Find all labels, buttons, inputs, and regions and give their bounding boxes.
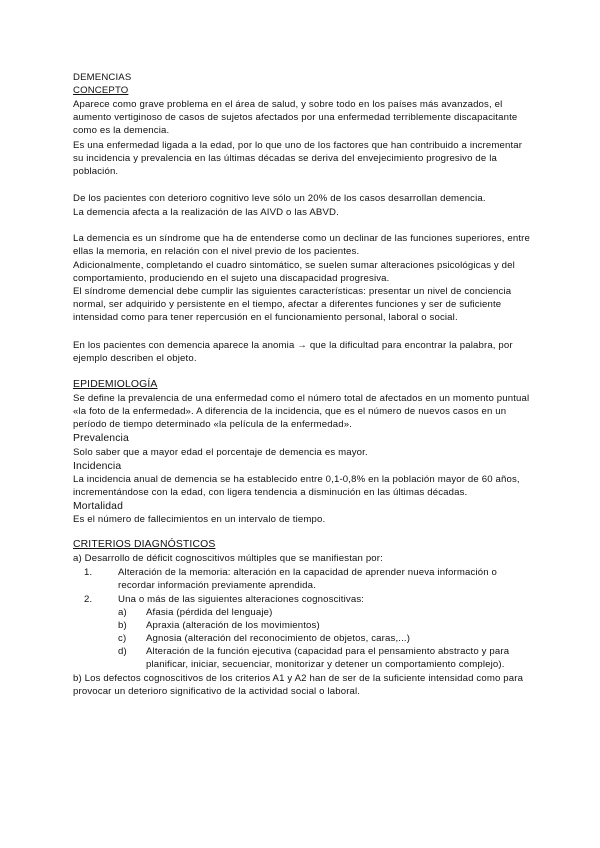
prevalencia-label: Prevalencia (73, 433, 129, 444)
list-number: 2. (84, 594, 93, 605)
sublist-item (118, 645, 533, 671)
heading-criterios: CRITERIOS DIAGNÓSTICOS (73, 539, 216, 550)
sublist-item (118, 632, 533, 645)
concepto-paragraph-6: Adicionalmente, completando el cuadro sintomático, se suelen sumar alteraciones psicológicas y del comportamiento, produciendo en el sujeto una discapacidad progresiva. (73, 260, 515, 284)
concepto-paragraph-3: De los pacientes con deterioro cognitivo leve sólo un 20% de los casos desarrollan demencia. (73, 193, 486, 204)
heading-epidemiologia: EPIDEMIOLOGÍA (73, 379, 158, 390)
sublist-text: Apraxia (alteración de los movimientos) (146, 620, 320, 631)
list-item (73, 566, 533, 592)
mortalidad-label: Mortalidad (73, 501, 124, 512)
list-number: 1. (84, 567, 93, 578)
sublist-letter: a) (118, 607, 127, 618)
concepto-paragraph-1: Aparece como grave problema en el área de salud, y sobre todo en los países más avanzados, el aumento vertiginoso de casos de sujetos afectados por una enfermedad terriblemente discapacitante como es la demencia. (73, 99, 518, 136)
list-item (73, 593, 533, 606)
sublist-text: Afasia (pérdida del lenguaje) (146, 607, 273, 618)
document-title: DEMENCIAS (73, 72, 132, 83)
heading-concepto: CONCEPTO (73, 85, 129, 96)
criterios-list (73, 566, 533, 671)
concepto-paragraph-4: La demencia afecta a la realización de las AIVD o las ABVD. (73, 207, 339, 218)
sublist-text: Agnosia (alteración del reconocimiento de objetos, caras,...) (146, 633, 411, 644)
sublist-letter: d) (118, 646, 127, 657)
sublist-letter: c) (118, 633, 127, 644)
concepto-paragraph-2: Es una enfermedad ligada a la edad, por lo que uno de los factores que han contribuido a incrementar su incidencia y prevalencia en las últimas décadas se deriva del envejecimiento progresivo de la población. (73, 140, 523, 177)
sublist-letter: b) (118, 620, 127, 631)
concepto-paragraph-7: El síndrome demencial debe cumplir las siguientes características: presentar un nivel de conciencia normal, ser adquirido y persistente en el tiempo, afectar a diferentes funciones y ser de suficiente intensidad como para tener repercusión en el funcionamiento personal, laboral o social. (73, 286, 512, 323)
incidencia-label: Incidencia (73, 461, 122, 472)
epidemiologia-paragraph-1: Se define la prevalencia de una enfermedad como el número total de afectados en un momento puntual «la foto de la enfermedad». A diferencia de la incidencia, que es el número de nuevos casos en un período de tiempo determinado «la película de la enfermedad». (73, 393, 530, 430)
criterios-intro: a) Desarrollo de déficit cognoscitivos múltiples que se manifiestan por: (73, 553, 383, 564)
prevalencia-text: Solo saber que a mayor edad el porcentaje de demencia es mayor. (73, 447, 368, 458)
sublist-item (118, 606, 533, 619)
concepto-paragraph-8: En los pacientes con demencia aparece la anomia → que la dificultad para encontrar la palabra, por ejemplo describen el objeto. (73, 340, 513, 364)
list-text: Una o más de las siguientes alteraciones cognoscitivas: (118, 594, 365, 605)
criterios-b-text: b) Los defectos cognoscitivos de los criterios A1 y A2 han de ser de la suficiente intensidad como para provocar un deterioro significativo de la actividad social o laboral. (73, 673, 524, 697)
mortalidad-text: Es el número de fallecimientos en un intervalo de tiempo. (73, 514, 326, 525)
list-text: Alteración de la memoria: alteración en la capacidad de aprender nueva información o recordar información previamente aprendida. (118, 567, 497, 591)
incidencia-text: La incidencia anual de demencia se ha establecido entre 0,1-0,8% en la población mayor de 60 años, incrementándose con la edad, con ligera tendencia a disminución en las últimas décadas. (73, 474, 520, 498)
concepto-paragraph-5: La demencia es un síndrome que ha de entenderse como un declinar de las funciones superiores, entre ellas la memoria, en relación con el nivel previo de los pacientes. (73, 233, 530, 257)
sublist-text: Alteración de la función ejecutiva (capacidad para el pensamiento abstracto y para planificar, iniciar, secuenciar, monitorizar y detener un comportamiento complejo). (146, 646, 510, 670)
sublist-item (118, 619, 533, 632)
